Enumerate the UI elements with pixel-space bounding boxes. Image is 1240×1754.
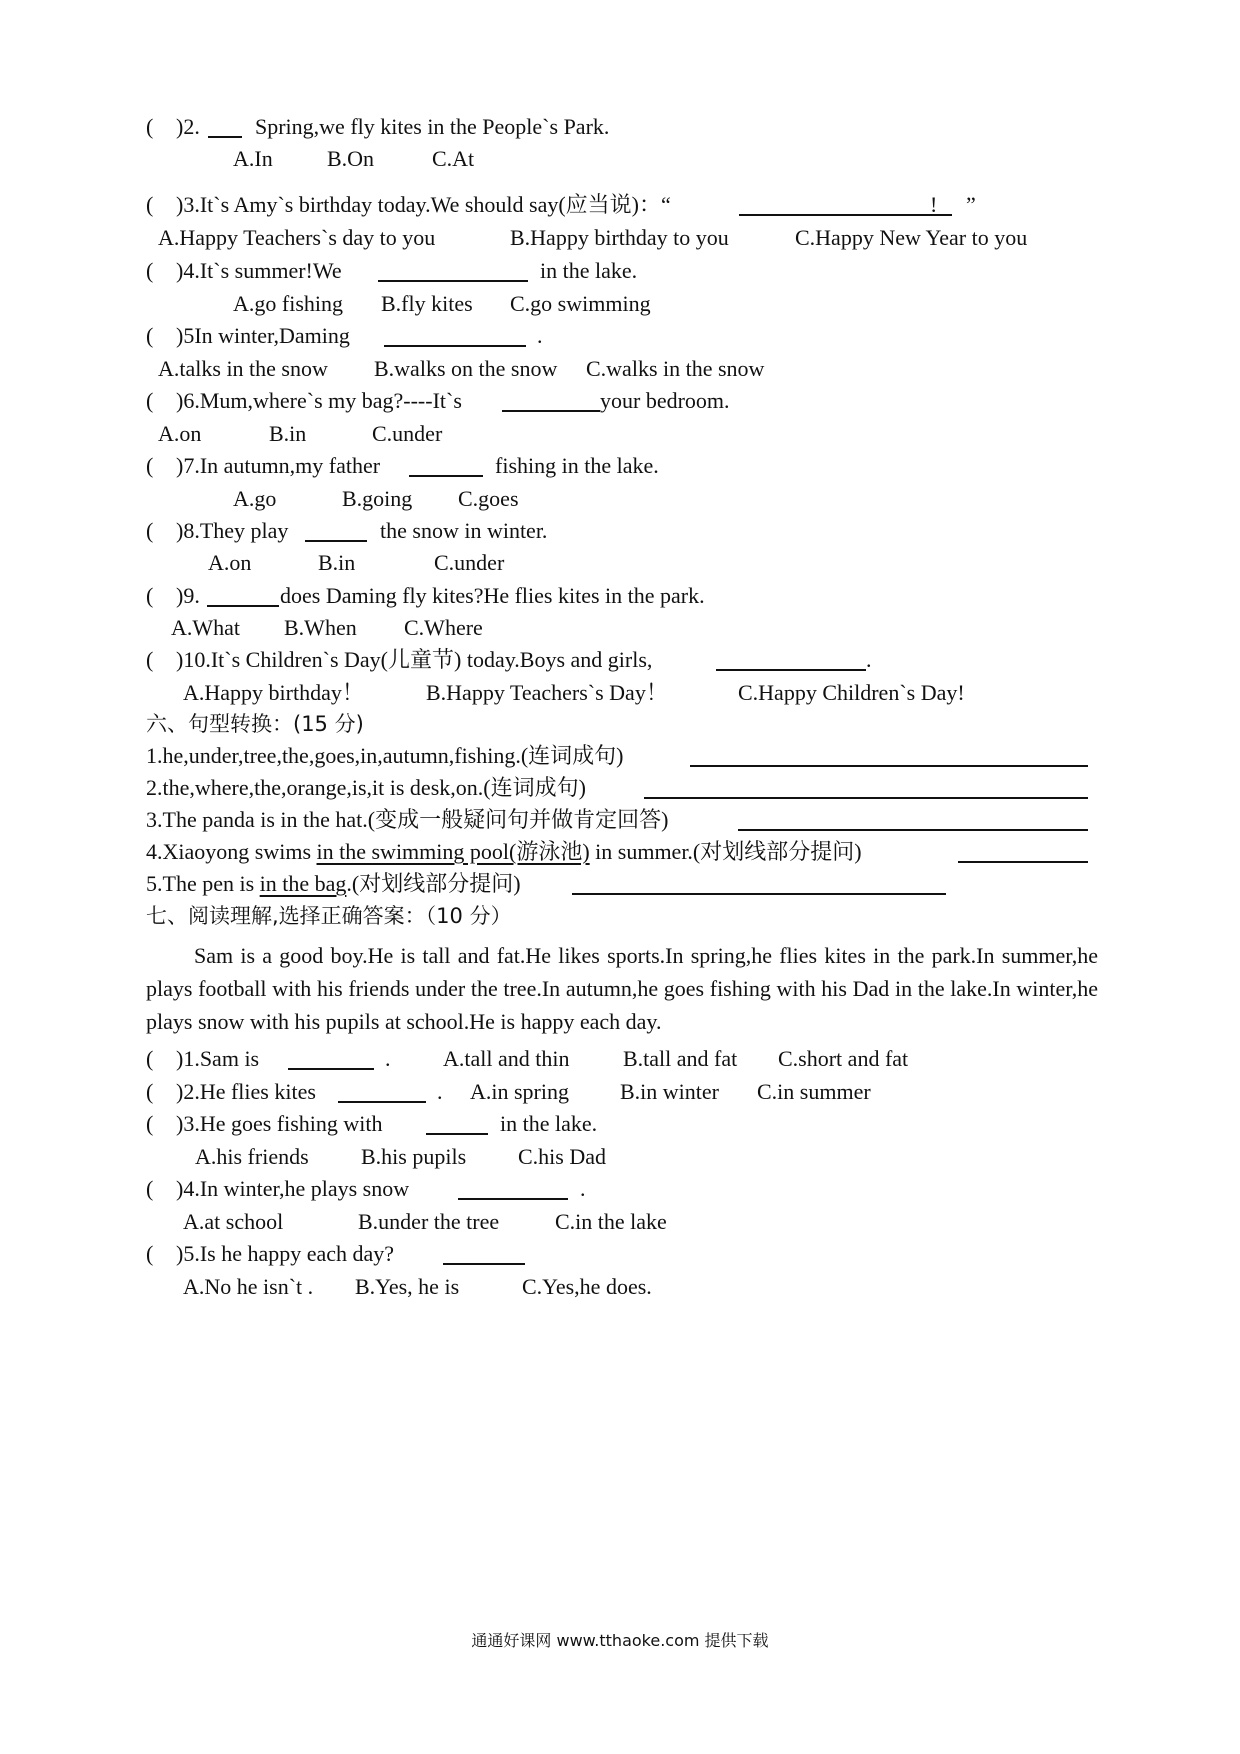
option-b: B.going (342, 486, 413, 511)
option-b: B.tall and fat (623, 1046, 738, 1071)
option-c: C.Where (404, 615, 483, 640)
answer-line[interactable] (738, 829, 1088, 831)
question-text: Spring,we fly kites in the People`s Park. (255, 114, 610, 139)
option-a: A.Happy Teachers`s day to you (158, 225, 436, 250)
question-text: in the lake. (500, 1111, 598, 1136)
question-text: your bedroom. (600, 388, 730, 413)
option-b: B.Happy Teachers`s Day！ (426, 680, 668, 705)
answer-line[interactable] (958, 861, 1088, 863)
question-stem: )7.In autumn,my father (176, 453, 381, 478)
answer-paren: ( (146, 388, 154, 413)
passage-text: Sam is a good boy.He is tall and fat.He likes sports.In spring,he flies kites in the park.In summer,he plays football with his friends under the tree.In autumn,he goes fishing with his Dad in the lake.In winter,he plays snow with his pupils at school.He is happy each day. (146, 943, 1098, 1034)
answer-blank[interactable] (384, 345, 526, 347)
question-text: . (437, 1079, 443, 1104)
question-text: . (866, 647, 872, 672)
question-stem: )8.They play (176, 518, 289, 543)
question-stem: )4.It`s summer!We (176, 258, 342, 283)
option-b: B.On (327, 146, 375, 171)
option-c: C.his Dad (518, 1144, 606, 1169)
option-c: C.At (432, 146, 475, 171)
answer-line[interactable] (644, 797, 1088, 799)
prompt-text: 5.The pen is (146, 871, 260, 896)
answer-line[interactable] (690, 765, 1088, 767)
answer-blank[interactable] (409, 475, 483, 477)
answer-blank[interactable] (502, 410, 600, 412)
question-text: does Daming fly kites?He flies kites in the park. (280, 583, 705, 608)
question-stem: )6.Mum,where`s my bag?----It`s (176, 388, 462, 413)
question-text: . (580, 1176, 586, 1201)
option-a: A.talks in the snow (158, 356, 328, 381)
answer-paren: ( (146, 583, 154, 608)
closing-quote: ” (966, 192, 976, 217)
option-a: A.go fishing (233, 291, 343, 316)
transform-prompt: 1.he,under,tree,the,goes,in,autumn,fishing.(连词成句) (146, 743, 624, 768)
exclamation-mark: ! (930, 192, 938, 217)
option-a: A.In (233, 146, 273, 171)
answer-paren: ( (146, 518, 154, 543)
answer-blank[interactable] (207, 605, 279, 607)
option-c: C.go swimming (510, 291, 651, 316)
option-c: C.Yes,he does. (522, 1274, 652, 1299)
option-b: B.fly kites (381, 291, 473, 316)
option-b: B.When (284, 615, 357, 640)
answer-paren: ( (146, 258, 154, 283)
transform-prompt: 2.the,where,the,orange,is,it is desk,on.(连词成句) (146, 775, 586, 800)
answer-blank[interactable] (288, 1068, 374, 1070)
question-stem: )4.In winter,he plays snow (176, 1176, 410, 1201)
option-c: C.Happy New Year to you (795, 225, 1028, 250)
answer-paren: ( (146, 1176, 154, 1201)
answer-blank[interactable] (716, 669, 866, 671)
answer-paren: ( (146, 192, 154, 217)
option-b: B.walks on the snow (374, 356, 558, 381)
answer-blank[interactable] (426, 1133, 488, 1135)
answer-paren: ( (146, 114, 154, 139)
question-stem: )10.It`s Children`s Day(儿童节) today.Boys and girls, (176, 647, 653, 672)
answer-blank[interactable] (338, 1101, 426, 1103)
page-footer: 通通好课网 www.tthaoke.com 提供下载 (471, 1631, 769, 1650)
question-text: . (537, 323, 543, 348)
question-text: . (385, 1046, 391, 1071)
option-a: A.No he isn`t . (183, 1274, 314, 1299)
answer-blank[interactable] (739, 214, 952, 216)
answer-blank[interactable] (305, 540, 367, 542)
transform-prompt: 3.The panda is in the hat.(变成一般疑问句并做肯定回答) (146, 807, 669, 832)
answer-blank[interactable] (378, 280, 528, 282)
question-text: the snow in winter. (380, 518, 548, 543)
answer-paren: ( (146, 323, 154, 348)
option-b: B.Yes, he is (355, 1274, 460, 1299)
section-title: 六、句型转换：(15 分) (146, 712, 364, 736)
question-stem: )3.It`s Amy`s birthday today.We should say(应当说)：“ (176, 192, 671, 217)
prompt-text: 4.Xiaoyong swims (146, 839, 317, 864)
option-a: A.his friends (195, 1144, 309, 1169)
option-a: A.on (208, 550, 252, 575)
question-text: fishing in the lake. (495, 453, 659, 478)
transform-prompt (146, 836, 862, 868)
answer-paren: ( (146, 453, 154, 478)
underlined-part: in the bag (259, 871, 347, 896)
option-c: C.in summer (757, 1079, 871, 1104)
answer-blank[interactable] (443, 1263, 525, 1265)
option-a: A.go (233, 486, 277, 511)
answer-paren: ( (146, 1046, 154, 1071)
option-a: A.tall and thin (443, 1046, 570, 1071)
option-c: C.in the lake (555, 1209, 667, 1234)
option-c: C.under (434, 550, 505, 575)
answer-blank[interactable] (208, 136, 242, 138)
answer-paren: ( (146, 647, 154, 672)
answer-blank[interactable] (458, 1198, 568, 1200)
section-title: 七、阅读理解,选择正确答案：（10 分） (146, 904, 512, 928)
option-c: C.walks in the snow (586, 356, 765, 381)
question-stem: )5.Is he happy each day? (176, 1241, 395, 1266)
option-b: B.his pupils (361, 1144, 467, 1169)
question-stem: )1.Sam is (176, 1046, 260, 1071)
option-c: C.under (372, 421, 443, 446)
option-c: C.goes (458, 486, 519, 511)
question-text: in the lake. (540, 258, 638, 283)
option-b: B.in (269, 421, 307, 446)
option-b: B.under the tree (358, 1209, 500, 1234)
option-b: B.in (318, 550, 356, 575)
underlined-part: in the swimming pool(游泳池) (316, 839, 590, 864)
option-a: A.Happy birthday！ (183, 680, 364, 705)
transform-prompt (146, 868, 521, 900)
option-c: C.short and fat (778, 1046, 909, 1071)
option-a: A.What (171, 615, 241, 640)
option-a: A.on (158, 421, 202, 446)
option-a: A.at school (183, 1209, 284, 1234)
reading-passage (146, 939, 1098, 1038)
answer-paren: ( (146, 1079, 154, 1104)
prompt-text: in summer.(对划线部分提问) (589, 839, 862, 864)
answer-paren: ( (146, 1241, 154, 1266)
question-stem: )3.He goes fishing with (176, 1111, 383, 1136)
question-stem: )9. (176, 583, 200, 608)
option-b: B.Happy birthday to you (510, 225, 729, 250)
prompt-text: .(对划线部分提问) (346, 871, 521, 896)
answer-paren: ( (146, 1111, 154, 1136)
option-b: B.in winter (620, 1079, 719, 1104)
question-stem: )5In winter,Daming (176, 323, 350, 348)
question-stem: )2.He flies kites (176, 1079, 316, 1104)
answer-line[interactable] (572, 893, 946, 895)
question-stem: )2. (176, 114, 200, 139)
option-a: A.in spring (470, 1079, 569, 1104)
option-c: C.Happy Children`s Day! (738, 680, 965, 705)
